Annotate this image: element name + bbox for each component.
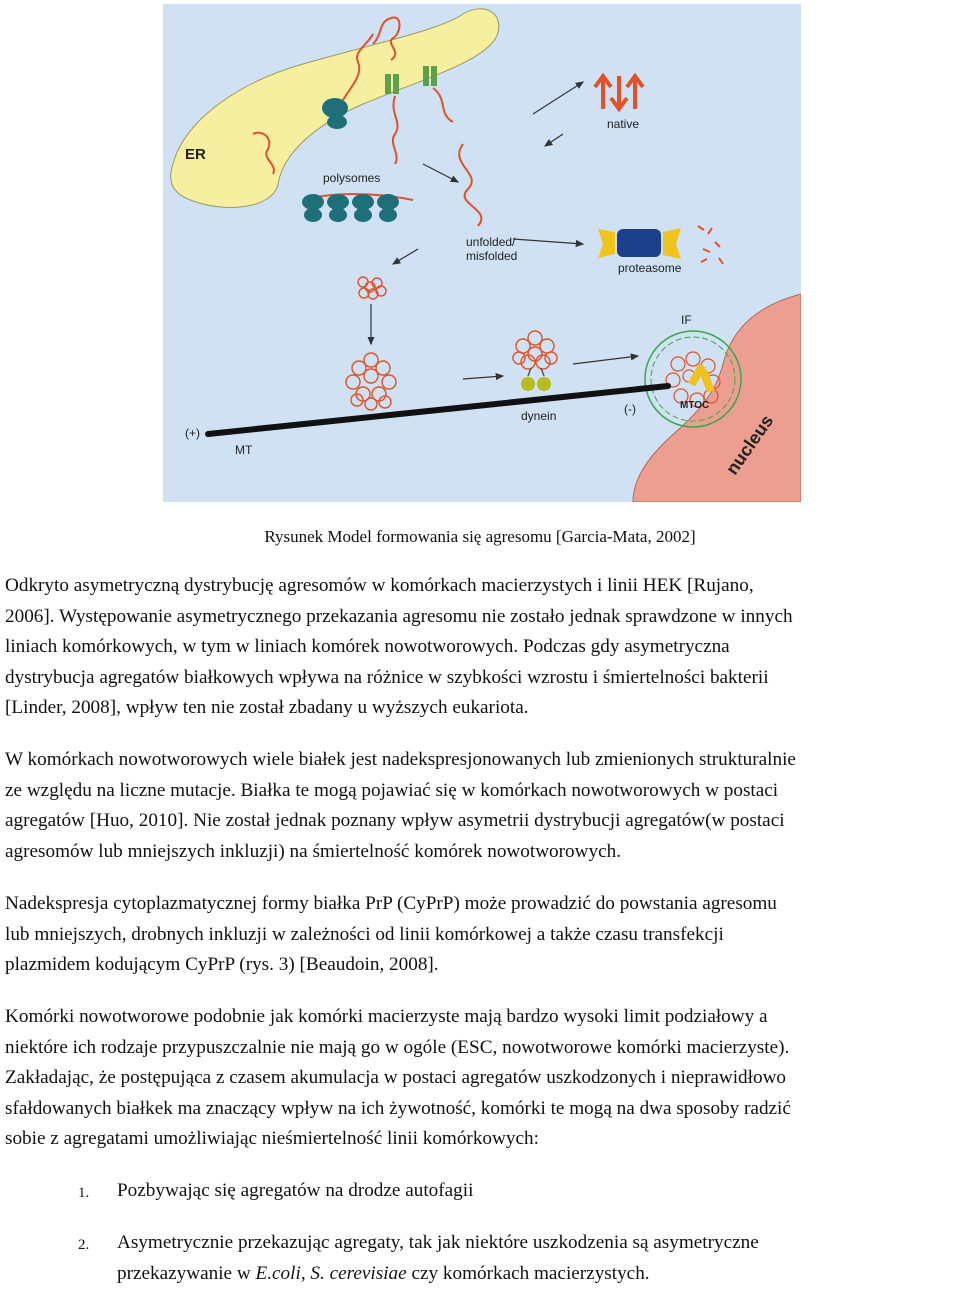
list-item-text: [117, 1228, 959, 1289]
aggresome-diagram: [163, 4, 801, 502]
species-name-ecoli: E.coli: [255, 1262, 301, 1284]
list-item-text-part: przekazywanie w: [117, 1262, 256, 1284]
paragraph-line: Zakładając, że postępująca z czasem akumulacja w postaci agregatów uszkodzonych i nieprawidłowo: [5, 1067, 787, 1089]
paragraph-line: dystrybucja agregatów białkowych wpływa na różnice w szybkości wzrostu i śmiertelności bakterii: [5, 666, 769, 688]
paragraph-line: Nadekspresja cytoplazmatycznej formy białka PrP (CyPrP) może prowadzić do powstania agresomu: [5, 893, 777, 914]
list-item-text-part: ,: [300, 1262, 311, 1284]
paragraph-line: agregatów [Huo, 2010]. Nie został jednak poznany wpływ asymetrii dystrybucji agregatów(w postaci: [5, 810, 785, 832]
er-label: ER: [185, 146, 206, 163]
mt-label: MT: [235, 443, 253, 457]
if-label: IF: [681, 313, 692, 327]
native-label: native: [607, 117, 640, 131]
paragraph-line: niektóre ich rodzaje przypuszczalnie nie mają go w ogóle (ESC, nowotworowe komórki macierzyste).: [5, 1036, 790, 1058]
nucleus-label: nucleus: [721, 411, 778, 479]
paragraph-4: [5, 1002, 959, 1155]
list-item-line: Asymetrycznie przekazując agregaty, tak jak niektóre uszkodzenia są asymetryczne: [117, 1232, 759, 1253]
list-item-number: 1.: [78, 1185, 90, 1201]
paragraph-line: Odkryto asymetryczną dystrybucję agresomów w komórkach macierzystych i linii HEK [Rujano,: [5, 575, 754, 596]
list-item-text: Pozbywając się agregatów na drodze autofagii: [117, 1180, 474, 1201]
paragraph-line: Komórki nowotworowe podobnie jak komórki macierzyste mają bardzo wysoki limit podziałowy a: [5, 1006, 768, 1027]
native-protein-icon: [595, 76, 643, 109]
paragraph-1: [5, 571, 959, 724]
polysomes-label: polysomes: [323, 171, 381, 185]
paragraph-line: plazmidem kodującym CyPrP (rys. 3) [Beaudoin, 2008].: [5, 954, 439, 976]
species-name-scerevisiae: S. cerevisiae: [310, 1262, 407, 1284]
aggresome-model-figure: [163, 4, 801, 502]
unfolded-label: unfolded/: [466, 235, 516, 249]
list-item-number: 2.: [78, 1237, 90, 1253]
figure-caption: Rysunek Model formowania się agresomu [Garcia-Mata, 2002]: [264, 527, 696, 546]
paragraph-line: agresomów lub mniejszych inkluzji) na śmiertelność komórek nowotworowych.: [5, 840, 621, 862]
paragraph-2: [5, 745, 959, 867]
paragraph-line: sobie z agregatami umożliwiając nieśmiertelność linii komórkowych:: [5, 1128, 539, 1150]
paragraph-line: lub mniejszych, drobnych inkluzji w zależności od linii komórkowej a także czasu transfekcji: [5, 923, 724, 945]
list-item-text-part: czy komórkach macierzystych.: [406, 1262, 650, 1284]
paragraph-3: [5, 889, 959, 981]
list-item: [78, 1176, 959, 1208]
proteasome-label: proteasome: [618, 261, 682, 275]
paragraph-line: 2006]. Występowanie asymetrycznego przekazania agresomu nie zostało jednak sprawdzone w innych: [5, 605, 793, 627]
dynein-label: dynein: [521, 409, 557, 423]
minus-end-label: (-): [624, 402, 636, 416]
mtoc-label: MTOC: [680, 400, 710, 411]
misfolded-label: misfolded: [466, 249, 518, 263]
paragraph-line: [Linder, 2008], wpływ ten nie został zbadany u wyższych eukariota.: [5, 697, 529, 719]
list-item: [78, 1228, 959, 1290]
plus-end-label: (+): [185, 426, 200, 440]
paragraph-line: liniach komórkowych, w tym w liniach komórek nowotworowych. Podczas gdy asymetryczna: [5, 636, 730, 658]
paragraph-line: W komórkach nowotworowych wiele białek jest nadekspresjonowanych lub zmienionych strukturalnie: [5, 749, 796, 770]
paragraph-line: ze względu na liczne mutacje. Białka te mogą pojawiać się w komórkach nowotworowych w postaci: [5, 779, 779, 801]
paragraph-line: sfałdowanych białkek ma znaczący wpływ na ich żywotność, komórki te mogą na dwa sposoby radzić: [5, 1097, 791, 1119]
proteasome-icon: [598, 228, 681, 259]
